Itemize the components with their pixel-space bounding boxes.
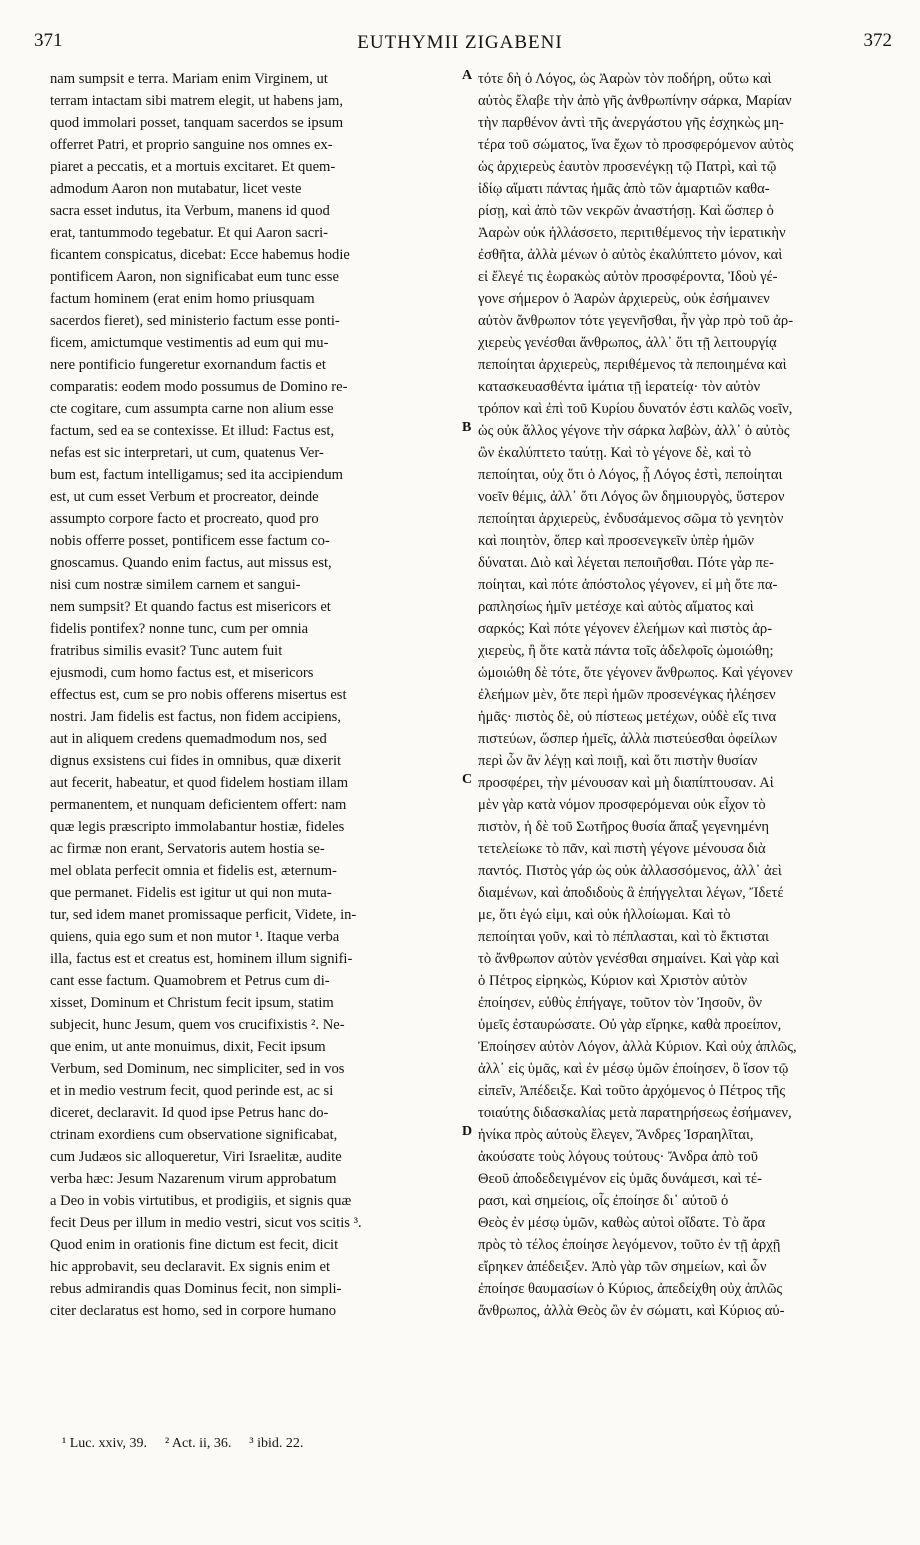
latin-text-line: cum Judæos sic alloqueretur, Viri Israelitæ, audite bbox=[50, 1149, 342, 1165]
greek-text-line: πεποίηται ἀρχιερεὺς, περιθέμενος τὰ πεποιημένα καὶ bbox=[478, 357, 787, 373]
greek-text-line: ὡς οὐκ ἄλλος γέγονε τὴν σάρκα λαβὼν, ἀλλ᾽ ὁ αὐτὸς bbox=[478, 423, 790, 439]
greek-text-line: Ἐποίησεν αὐτὸν Λόγον, ἀλλὰ Κύριον. Καὶ οὐχ ἁπλῶς, bbox=[478, 1039, 797, 1055]
latin-text-line: bum est, factum intelligamus; sed ita accipiendum bbox=[50, 467, 344, 483]
greek-text-line: ραπλησίως ἡμῖν μετέσχε καὶ αὐτὸς αἵματος καὶ bbox=[478, 599, 754, 615]
greek-text-line: τότε δὴ ὁ Λόγος, ὡς Ἀαρὼν τὸν ποδήρη, οὕτω καὶ bbox=[478, 71, 772, 87]
latin-text-line: est, ut cum esset Verbum et procreator, deinde bbox=[50, 489, 319, 505]
greek-text-line: ἐποίησεν, εὐθὺς ἐπήγαγε, τοῦτον τὸν Ἰησοῦν, ὃν bbox=[478, 995, 762, 1011]
greek-text-line: πρὸς τὸ τέλος ἐποίησε λεγόμενον, τοῦτο ἐν τῇ ἀρχῇ bbox=[478, 1237, 781, 1253]
greek-text-line: ἐσθῆτα, ἀλλὰ μένων ὁ αὐτὸς ἐκαλύπτετο μόνον, καὶ bbox=[478, 247, 783, 263]
greek-text-line: πιστεύων, ὥσπερ ἡμεῖς, ἀλλὰ πιστεύεσθαι ὀφείλων bbox=[478, 731, 778, 747]
latin-text-line: que permanet. Fidelis est igitur ut qui non muta- bbox=[50, 885, 332, 901]
greek-text-line: κατασκευασθέντα ἱμάτια τῇ ἱερατείᾳ· τὸν αὐτὸν bbox=[478, 379, 761, 395]
latin-text-line: ctrinam exordiens cum observatione significabat, bbox=[50, 1127, 338, 1143]
running-title: EUTHYMII ZIGABENI bbox=[357, 32, 563, 53]
latin-text-line: xisset, Dominum et Christum fecit ipsum, statim bbox=[50, 995, 334, 1011]
greek-text-line: τοιαύτης διδασκαλίας μετὰ παρατηρήσεως ἐσήμανεν, bbox=[478, 1105, 792, 1121]
greek-text-line: εἴρηκεν ἀπέδειξεν. Ἀπὸ γὰρ τῶν σημείων, καὶ ὧν bbox=[478, 1259, 767, 1275]
section-marker-a: A bbox=[462, 68, 473, 83]
greek-text-line: πεποίηται ἀρχιερεὺς, ἐνδυσάμενος σῶμα τὸ γενητὸν bbox=[478, 511, 784, 527]
latin-text-line: nobis offerre posset, pontificem esse factum co- bbox=[50, 533, 330, 549]
greek-text-line: ἄνθρωπος, ἀλλὰ Θεὸς ὢν ἐν σώματι, καὶ Κύριος αὐ- bbox=[478, 1303, 785, 1319]
latin-text-line: subjecit, hunc Jesum, quem vos crucifixistis ². Ne- bbox=[50, 1017, 345, 1033]
latin-text-line: aut in aliquem credens quemadmodum nos, sed bbox=[50, 731, 327, 747]
latin-text-line: nem sumpsit? Et quando factus est misericors et bbox=[50, 599, 331, 615]
greek-text-line: ἡμᾶς· πιστὸς δὲ, οὐ πίστεως μετέχων, οὐδὲ εἴς τινα bbox=[478, 709, 777, 725]
latin-text-line: nere pontificio fungeretur exornandum factis et bbox=[50, 357, 326, 373]
latin-text-line: ac firmæ non erant, Servatoris autem hostia se- bbox=[50, 841, 325, 857]
greek-text-line: ποίηται, καὶ πότε ἀπόστολος γέγονεν, εἰ μὴ ὅτε πα- bbox=[478, 577, 778, 593]
latin-text-line: factum, sed ea se contexisse. Et illud: Factus est, bbox=[50, 423, 335, 439]
greek-text-line: ἰδίῳ αἵματι πάντας ἡμᾶς ἀπὸ τῶν ἁμαρτιῶν καθα- bbox=[478, 181, 770, 197]
greek-text-line: σαρκός; Καὶ πότε γέγονεν ἐλεήμων καὶ πιστὸς ἀρ- bbox=[478, 621, 773, 637]
section-marker-c: C bbox=[462, 772, 473, 787]
greek-text-line: ὡς ἀρχιερεὺς ἑαυτὸν προσενέγκῃ τῷ Πατρὶ, καὶ τῷ bbox=[478, 159, 777, 175]
greek-text-line: νοεῖν θέμις, ἀλλ᾽ ὅτι Λόγος ὢν δημιουργὸς, ὕστερον bbox=[478, 489, 785, 505]
latin-text-line: fecit Deus per illum in medio vestri, sicut vos scitis ³. bbox=[50, 1215, 362, 1231]
latin-text-line: citer declaratus est homo, sed in corpore humano bbox=[50, 1303, 337, 1319]
greek-text-line: ὁ Πέτρος εἰρηκὼς, Κύριον καὶ Χριστὸν αὐτὸν bbox=[478, 973, 748, 989]
greek-text-line: ἐλεήμων μὲν, ὅτε περὶ ἡμῶν προσενέγκας ἠλέησεν bbox=[478, 687, 776, 703]
greek-text-line: ὑμεῖς ἐσταυρώσατε. Οὐ γὰρ εἴρηκε, καθὰ προείπον, bbox=[478, 1017, 782, 1033]
latin-text-line: fratribus similis evasit? Tunc autem fuit bbox=[50, 643, 283, 659]
greek-text-line: προσφέρει, τὴν μένουσαν καὶ μὴ διαπίπτουσαν. Αἱ bbox=[478, 775, 774, 791]
greek-text-line: ἡνίκα πρὸς αὐτοὺς ἔλεγεν, Ἄνδρες Ἰσραηλῖται, bbox=[478, 1127, 754, 1143]
greek-text-line: πεποίηται γοῦν, καὶ τὸ πέπλασται, καὶ τὸ ἔκτισται bbox=[478, 929, 769, 945]
greek-text-line: περὶ ὧν ἂν λέγῃ καὶ ποιῇ, καὶ ὅτι πιστὴν θυσίαν bbox=[478, 753, 758, 769]
section-marker-d: D bbox=[462, 1124, 473, 1139]
greek-text-line: πιστὸν, ἡ δὲ τοῦ Σωτῆρος θυσία ἅπαξ γεγενημένη bbox=[478, 819, 769, 835]
greek-text-line: Θεὸς ἐν μέσῳ ὑμῶν, καθὼς αὐτοὶ οἴδατε. Τὸ ἄρα bbox=[478, 1215, 766, 1231]
latin-text-line: et in medio vestrum fecit, quod perinde est, ac si bbox=[50, 1083, 334, 1099]
footnote: ³ ibid. 22. bbox=[249, 1436, 304, 1451]
greek-text-line: διαμένων, καὶ ἀποδιδοὺς ἃ ἐπήγγελται λέγων, Ἴδετέ bbox=[478, 885, 784, 901]
latin-text-line: dignus exsistens cui fides in omnibus, quæ dixerit bbox=[50, 753, 342, 769]
greek-text-line: καὶ ποιητὸν, ὅπερ καὶ προσενεγκεῖν ὑπὲρ ἡμῶν bbox=[478, 533, 754, 549]
latin-text-line: admodum Aaron non mutabatur, licet veste bbox=[50, 181, 302, 197]
greek-text-line: ρίσῃ, καὶ ἀπὸ τῶν νεκρῶν ἀναστήσῃ. Καὶ ὥσπερ ὁ bbox=[478, 203, 774, 219]
latin-text-line: piaret a peccatis, et a mortuis excitaret. Et quem- bbox=[50, 159, 336, 175]
latin-text-line: sacerdos fieret), sed ministerio factum esse ponti- bbox=[50, 313, 340, 329]
latin-text-line: assumpto corpore facto et procreato, quod pro bbox=[50, 511, 319, 527]
greek-text-line: εἰ ἔλεγέ τις ἑωρακὼς αὐτὸν προσφέροντα, Ἰδοὺ γέ- bbox=[478, 269, 778, 285]
latin-text-line: comparatis: eodem modo possumus de Domino re- bbox=[50, 379, 348, 395]
page-header bbox=[0, 22, 920, 58]
latin-text-line: cte cogitare, cum assumpta carne non alium esse bbox=[50, 401, 334, 417]
greek-text-line: γονε σήμερον ὁ Ἀαρὼν ἀρχιερεὺς, οὐκ ἐσήμαινεν bbox=[478, 291, 770, 307]
latin-text-line: permanentem, et nunquam deficientem offert: nam bbox=[50, 797, 347, 813]
greek-text-line: δύναται. Διὸ καὶ λέγεται πεποιῆσθαι. Πότε γὰρ πε- bbox=[478, 555, 774, 571]
latin-text-line: mel oblata perfecit omnia et fidelis est, æternum- bbox=[50, 863, 337, 879]
latin-text-line: aut fecerit, habeatur, et quod fidelem hostiam illam bbox=[50, 775, 349, 791]
greek-text-line: τέρα τοῦ σώματος, ἵνα ἔχων τὸ προσφερόμενον αὐτὸς bbox=[478, 137, 794, 153]
greek-text-line: τὴν παρθένον ἀντὶ τῆς ἀνεργάστου γῆς ἐσχηκὼς μη- bbox=[478, 115, 784, 131]
latin-text-line: verba hæc: Jesum Nazarenum virum approbatum bbox=[50, 1171, 337, 1187]
latin-text-line: pontificem Aaron, non significabat eum tunc esse bbox=[50, 269, 339, 285]
greek-text-line: ἐποίησε θαυμασίων ὁ Κύριος, ἀπεδείχθη οὐχ ἁπλῶς bbox=[478, 1281, 783, 1297]
page-number-right: 372 bbox=[863, 30, 892, 51]
latin-text-line: que enim, ut ante monuimus, dixit, Fecit ipsum bbox=[50, 1039, 326, 1055]
greek-text-line: Ἀαρὼν οὐκ ἠλλάσσετο, περιτιθέμενος τὴν ἱερατικὴν bbox=[478, 225, 786, 241]
latin-text-line: rebus admirandis quas Dominus fecit, non simpli- bbox=[50, 1281, 342, 1297]
latin-text-line: cant esse factum. Quamobrem et Petrus cum di- bbox=[50, 973, 330, 989]
footnote: ² Act. ii, 36. bbox=[164, 1436, 232, 1451]
greek-text-line: ρασι, καὶ σημείοις, οἷς ἐποίησε δι᾽ αὐτοῦ ὁ bbox=[478, 1193, 729, 1209]
latin-text-line: Quod enim in orationis fine dictum est fecit, dicit bbox=[50, 1237, 339, 1253]
greek-text-line: μὲν γὰρ κατὰ νόμον προσφερόμεναι οὐκ εἶχον τὸ bbox=[478, 797, 766, 813]
latin-text-line: ficantem conspicatus, dicebat: Ecce habemus hodie bbox=[50, 247, 350, 263]
footnote: ¹ Luc. xxiv, 39. bbox=[62, 1436, 147, 1451]
latin-text-line: sacra esset indutus, ita Verbum, manens id quod bbox=[50, 203, 330, 219]
latin-text-line: factum hominem (erat enim homo priusquam bbox=[50, 291, 315, 307]
greek-text-line: τετελείωκε τὸ πᾶν, καὶ πιστὴ γέγονε μένουσα διὰ bbox=[478, 841, 766, 857]
latin-text-line: nam sumpsit e terra. Mariam enim Virginem, ut bbox=[50, 71, 328, 87]
page-number-left: 371 bbox=[34, 30, 63, 51]
greek-text-line: αὐτὸν ἄνθρωπον τότε γεγενῆσθαι, ἦν γὰρ πρὸ τοῦ ἀρ- bbox=[478, 313, 794, 329]
latin-text-line: illa, factus est et creatus est, hominem illum signifi- bbox=[50, 951, 353, 967]
latin-text-line: nefas est sic interpretari, ut cum, quatenus Ver- bbox=[50, 445, 324, 461]
greek-text-line: χιερεὺς γενέσθαι ἄνθρωπος, ἀλλ᾽ ὅτι τῇ λειτουργίᾳ bbox=[478, 335, 777, 351]
latin-text-line: quæ legis præscripto immolabantur hostiæ, fideles bbox=[50, 819, 345, 835]
greek-text-line: ὢν ἐκαλύπτετο ταύτῃ. Καὶ τὸ γέγονε δὲ, καὶ τὸ bbox=[478, 445, 752, 461]
greek-text-line: πεποίηται, οὐχ ὅτι ὁ Λόγος, ᾗ Λόγος ἐστὶ, πεποίηται bbox=[478, 467, 783, 483]
greek-text-line: τὸ ἄνθρωπον αὐτὸν γενέσθαι σημαίνει. Καὶ γὰρ καὶ bbox=[478, 951, 780, 967]
latin-text-line: nisi cum nostræ similem carnem et sangui- bbox=[50, 577, 301, 593]
latin-text-line: diceret, declaravit. Id quod ipse Petrus hanc do- bbox=[50, 1105, 329, 1121]
latin-text-line: ejusmodi, cum homo factus est, et misericors bbox=[50, 665, 314, 681]
greek-text-line: με, ὅτι ἐγώ εἰμι, καὶ οὐκ ἠλλοίωμαι. Καὶ τὸ bbox=[478, 907, 731, 923]
section-marker-b: B bbox=[462, 420, 472, 435]
latin-text-line: ficem, amictumque vestimentis ad eum qui mu- bbox=[50, 335, 329, 351]
latin-text-line: erat, tantummodo tegebatur. Et qui Aaron sacri- bbox=[50, 225, 329, 241]
latin-text-line: gnoscamus. Quando enim factus, aut missus est, bbox=[50, 555, 332, 571]
latin-text-line: a Deo in vobis virtutibus, et prodigiis, et signis quæ bbox=[50, 1193, 352, 1209]
greek-text-line: παντός. Πιστὸς γάρ ὡς οὐκ ἀλλασσόμενος, ἀλλ᾽ ἀεὶ bbox=[478, 863, 782, 879]
greek-text-line: αὐτὸς ἔλαβε τὴν ἀπὸ γῆς ἀνθρωπίνην σάρκα, Μαρίαν bbox=[478, 93, 792, 109]
latin-text-line: nostri. Jam fidelis est factus, non fidem accipiens, bbox=[50, 709, 341, 725]
latin-text-line: quod immolari posset, tanquam sacerdos se ipsum bbox=[50, 115, 344, 131]
latin-column bbox=[50, 68, 458, 1322]
greek-column bbox=[478, 68, 890, 1322]
latin-text-line: hic approbavit, seu declaravit. Ex signis enim et bbox=[50, 1259, 331, 1275]
greek-text-line: ἀλλ᾽ εἰς ὑμᾶς, καὶ ἐν μέσῳ ὑμῶν ἐποίησεν, ὃ ἴσον τῷ bbox=[478, 1061, 789, 1077]
latin-text-line: offerret Patri, et proprio sanguine nos omnes ex- bbox=[50, 137, 333, 153]
greek-text-line: Θεοῦ ἀποδεδειγμένον εἰς ὑμᾶς δυνάμεσι, καὶ τέ- bbox=[478, 1171, 762, 1187]
greek-text-line: εἰπεῖν, Ἀπέδειξε. Καὶ τοῦτο ἀρχόμενος ὁ Πέτρος τῆς bbox=[478, 1083, 786, 1099]
greek-text-line: ἀκούσατε τοὺς λόγους τούτους· Ἄνδρα ἀπὸ τοῦ bbox=[478, 1149, 758, 1165]
latin-text-line: terram intactam sibi matrem elegit, ut habens jam, bbox=[50, 93, 343, 109]
latin-text-line: effectus est, cum se pro nobis offerens misertus est bbox=[50, 687, 347, 703]
latin-text-line: Verbum, sed Dominum, nec simpliciter, sed in vos bbox=[50, 1061, 345, 1077]
latin-text-line: tur, sed idem manet promissaque perficit, Videte, in- bbox=[50, 907, 357, 923]
latin-text-line: quiens, quia ego sum et non mutor ¹. Itaque verba bbox=[50, 929, 340, 945]
greek-text-line: ὡμοιώθη δὲ τότε, ὅτε γέγονεν ἄνθρωπος. Καὶ γέγονεν bbox=[478, 665, 793, 681]
greek-text-line: χιερεὺς, ἢ ὅτε κατὰ πάντα τοῖς ἀδελφοῖς ὡμοιώθη; bbox=[478, 643, 774, 659]
greek-text-line: τρόπον καὶ ἐπὶ τοῦ Κυρίου δυνατόν ἐστι καλῶς νοεῖν, bbox=[478, 401, 793, 417]
latin-text-line: fidelis pontifex? nonne tunc, cum per omnia bbox=[50, 621, 309, 637]
footnotes bbox=[62, 1436, 622, 1452]
